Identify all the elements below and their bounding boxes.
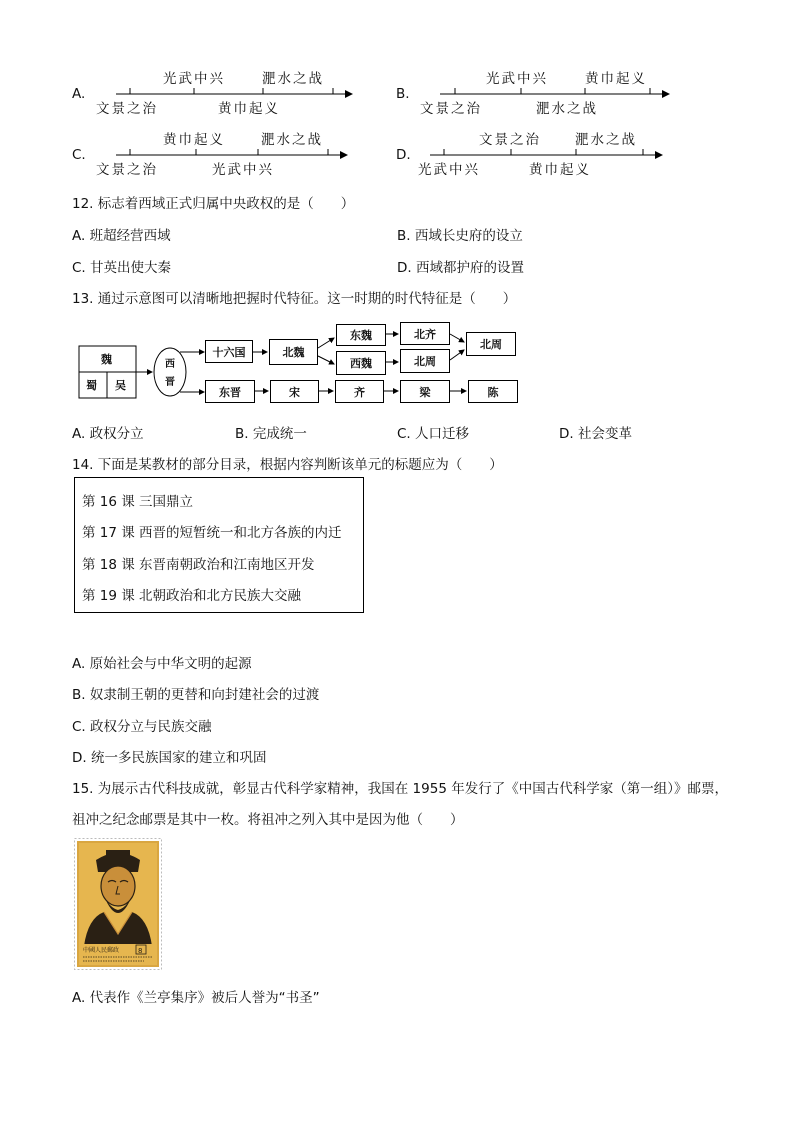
q13-option-c[interactable]: C. 人口迁移	[397, 426, 470, 442]
toc-row: 第 18 课 东晋南朝政治和江南地区开发	[82, 557, 315, 573]
q15-option-a[interactable]: A. 代表作《兰亭集序》被后人誉为“书圣”	[72, 990, 320, 1006]
q15-stem-line2: 祖冲之纪念邮票是其中一枚。将祖冲之列入其中是因为他（ ）	[72, 812, 464, 828]
diagram-shiliuguo: 十六国	[205, 340, 253, 363]
q11-d-label: 黄巾起义	[529, 162, 591, 178]
diagram-xiwei: 西魏	[336, 351, 386, 375]
diagram-liang: 梁	[400, 380, 450, 403]
diagram-beiqi: 北齐	[400, 322, 450, 345]
diagram-dongjin: 东晋	[205, 380, 255, 403]
q11-b-label: 光武中兴	[486, 71, 548, 87]
q11-option-d-letter[interactable]: D.	[396, 147, 411, 163]
q11-c-label: 光武中兴	[212, 162, 274, 178]
diagram-wu: 吴	[115, 379, 126, 392]
diagram-dongwei: 东魏	[336, 324, 386, 346]
toc-row: 第 16 课 三国鼎立	[82, 494, 194, 510]
stamp-country-text: 中國人民郵政	[83, 947, 120, 954]
diagram-wei: 魏	[101, 353, 112, 366]
diagram-beizhou-mid: 北周	[400, 349, 450, 373]
diagram-xijin: 西 晋	[165, 359, 175, 388]
q14-option-a[interactable]: A. 原始社会与中华文明的起源	[72, 656, 252, 672]
q14-option-d[interactable]: D. 统一多民族国家的建立和巩固	[72, 750, 267, 766]
q11-a-label: 光武中兴	[163, 71, 225, 87]
q11-option-c-letter[interactable]: C.	[72, 147, 86, 163]
q13-option-a[interactable]: A. 政权分立	[72, 426, 144, 442]
q11-b-label: 淝水之战	[536, 101, 598, 117]
q12-option-d[interactable]: D. 西域都护府的设置	[397, 260, 524, 276]
diagram-qi: 齐	[335, 380, 384, 403]
toc-row: 第 19 课 北朝政治和北方民族大交融	[82, 588, 302, 604]
stamp-portrait-image	[74, 838, 162, 970]
q11-a-label: 淝水之战	[262, 71, 324, 87]
diagram-chen: 陈	[468, 380, 518, 403]
q11-b-label: 黄巾起义	[585, 71, 647, 87]
q12-stem: 12. 标志着西域正式归属中央政权的是（ ）	[72, 196, 355, 212]
q11-c-label: 文景之治	[96, 162, 158, 178]
q14-option-b[interactable]: B. 奴隶制王朝的更替和向封建社会的过渡	[72, 687, 320, 703]
q14-stem: 14. 下面是某教材的部分目录，根据内容判断该单元的标题应为（ ）	[72, 457, 503, 473]
q11-b-label: 文景之治	[420, 101, 482, 117]
stamp-value-text: 8	[138, 947, 143, 955]
q15-stem-line1: 15. 为展示古代科技成就，彰显古代科学家精神，我国在 1955 年发行了《中国古代科学家（第一组）》邮票，	[72, 781, 728, 797]
q13-option-d[interactable]: D. 社会变革	[559, 426, 632, 442]
q11-a-label: 黄巾起义	[218, 101, 280, 117]
q11-option-b-letter[interactable]: B.	[396, 86, 410, 102]
q12-option-a[interactable]: A. 班超经营西域	[72, 228, 171, 244]
diagram-song: 宋	[270, 380, 319, 403]
q14-option-c[interactable]: C. 政权分立与民族交融	[72, 719, 212, 735]
q11-a-label: 文景之治	[96, 101, 158, 117]
q11-d-label: 淝水之战	[575, 132, 637, 148]
diagram-beiwei: 北魏	[269, 339, 318, 365]
q11-d-label: 光武中兴	[418, 162, 480, 178]
diagram-shu: 蜀	[86, 379, 97, 392]
q11-d-label: 文景之治	[479, 132, 541, 148]
diagram-beizhou-final: 北周	[466, 332, 516, 356]
q12-option-c[interactable]: C. 甘英出使大秦	[72, 260, 172, 276]
q11-option-a-letter[interactable]: A.	[72, 86, 86, 102]
q12-option-b[interactable]: B. 西域长史府的设立	[397, 228, 523, 244]
q11-c-label: 黄巾起义	[163, 132, 225, 148]
toc-row: 第 17 课 西晋的短暂统一和北方各族的内迁	[82, 525, 342, 541]
q13-option-b[interactable]: B. 完成统一	[235, 426, 307, 442]
q13-stem: 13. 通过示意图可以清晰地把握时代特征。这一时期的时代特征是（ ）	[72, 291, 517, 307]
zu-chongzhi-stamp	[74, 838, 162, 970]
q14-contents-box	[74, 477, 364, 613]
q11-c-label: 淝水之战	[261, 132, 323, 148]
